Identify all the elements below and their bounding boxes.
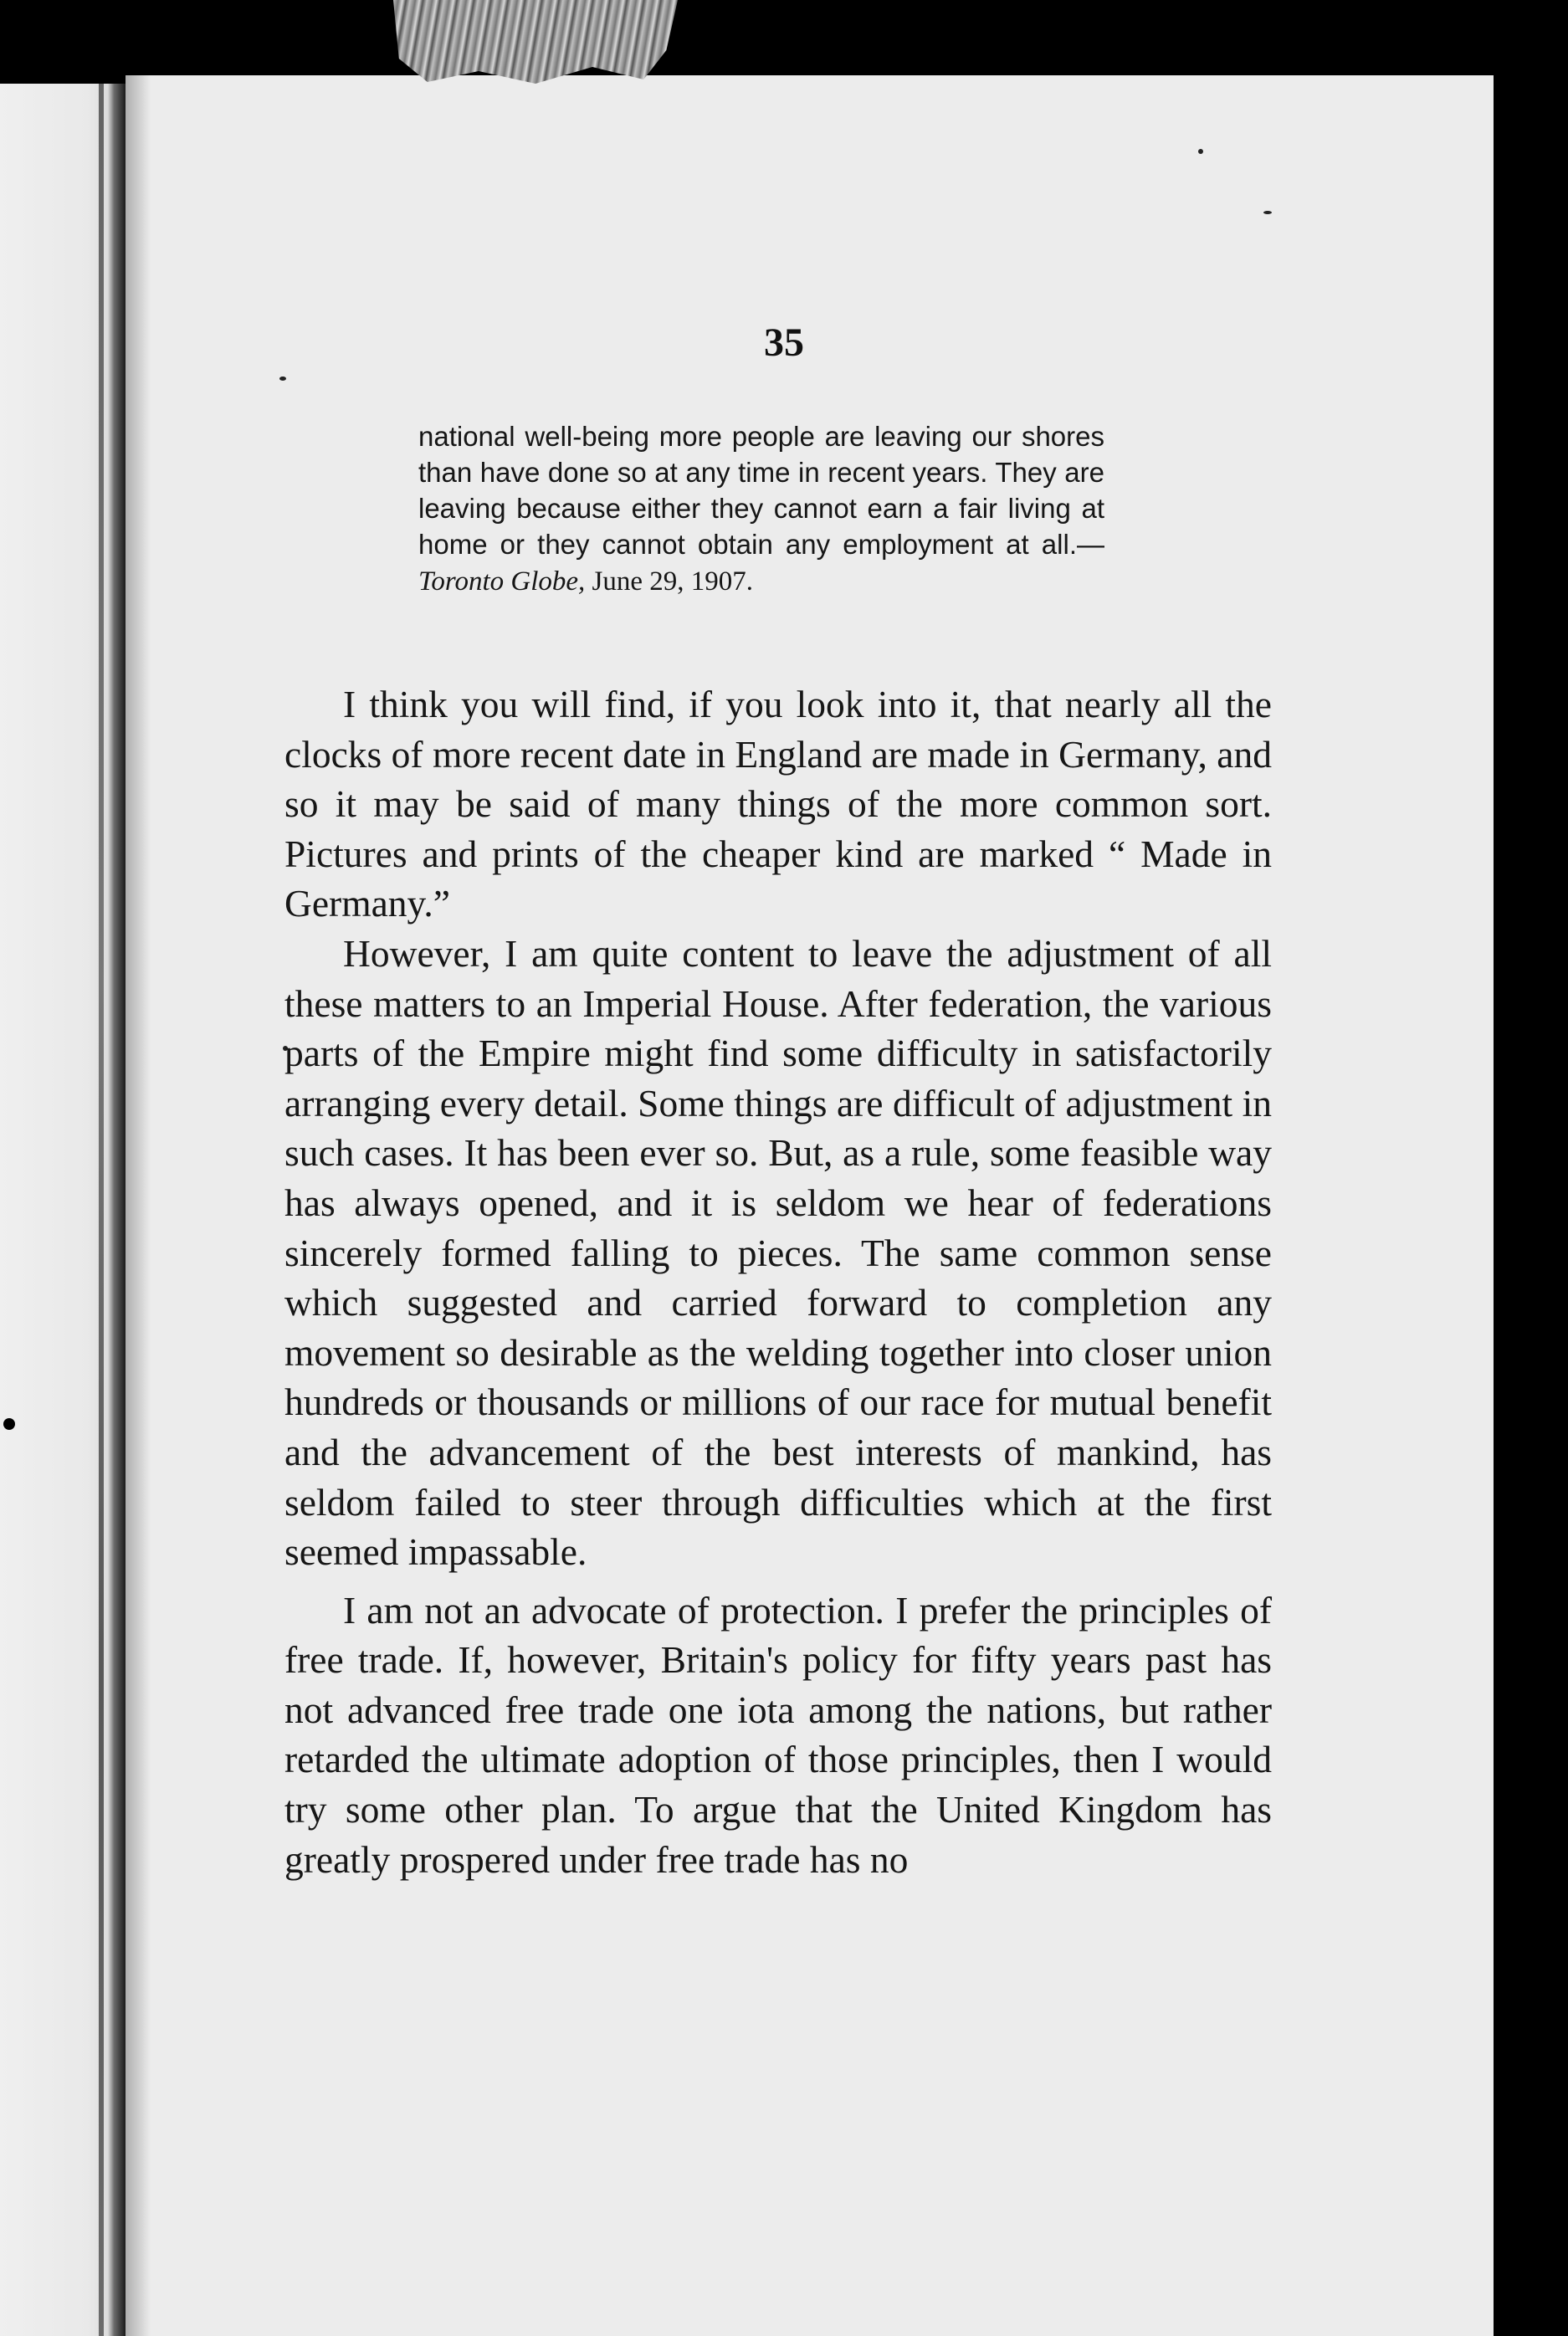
paragraph: I think you will find, if you look into it, that nearly all the clocks of more recent date in England are made in Germany, and so it may be said of many things of the more common sort. Pictures and prints of the cheaper kind are marked “ Made in Germany.” bbox=[284, 683, 1272, 925]
spine-shadow bbox=[126, 75, 151, 2336]
ink-dot bbox=[3, 1418, 15, 1430]
body-text bbox=[284, 679, 1272, 1884]
torn-binding-scrap bbox=[393, 0, 678, 84]
page-number: 35 bbox=[764, 320, 804, 365]
binding-gutter bbox=[99, 84, 104, 2336]
quote-source: Toronto Globe, bbox=[418, 566, 586, 597]
ink-speck bbox=[279, 377, 286, 381]
quote-date: June 29, 1907. bbox=[585, 566, 754, 597]
ink-speck bbox=[1198, 149, 1203, 154]
ink-speck bbox=[1263, 211, 1272, 214]
paragraph: However, I am quite content to leave the adjustment of all these matters to an Imperial House. After federation, the various parts of the Empire might find some difficulty in satisfactorily arranging every detail. Some things are difficult of adjustment in such cases. It has been ever so. But, as a rule, some feasible way has always opened, and it is seldom we hear of federations sincerely formed falling to pieces. The same common sense which suggested and carried forward to completion any movement so desirable as the welding together into closer union hundreds or thousands or millions of our race for mutual benefit and the advancement of the best interests of mankind, has seldom failed to steer through difficulties which at the first seemed impassable. bbox=[284, 931, 1272, 1574]
paragraph: I am not an advocate of protection. I prefer the principles of free trade. If, however, Britain's policy for fifty years past has not advanced free trade one iota among the nations, but rather retarded the ultimate adoption of those principles, then I would try some other plan. To argue that the United Kingdom has greatly prospered under free trade has no bbox=[284, 1588, 1272, 1881]
quote-text: national well-being more people are leaving our shores than have done so at any time in recent years. They are leaving because either they cannot earn a fair living at home or they cannot obtain any employment at all.— bbox=[418, 421, 1104, 560]
quoted-passage bbox=[418, 418, 1104, 600]
facing-page-edge bbox=[0, 84, 126, 2336]
